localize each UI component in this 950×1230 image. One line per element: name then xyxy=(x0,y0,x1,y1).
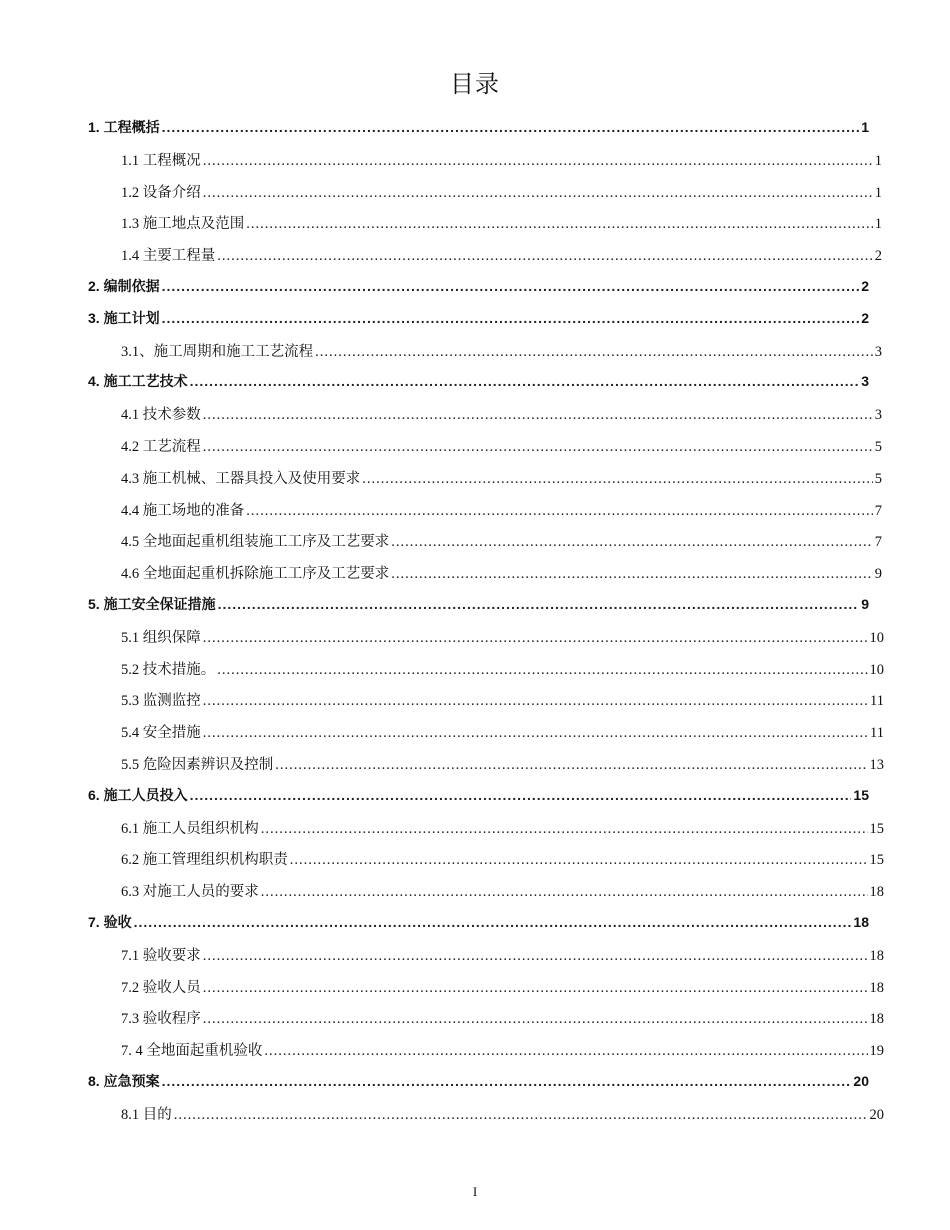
toc-dot-leader xyxy=(162,278,860,294)
toc-entry-label: 4. 施工工艺技术 xyxy=(88,373,188,389)
toc-entry-page: 2 xyxy=(874,248,882,264)
toc-dot-leader xyxy=(391,566,873,583)
toc-entry-page: 2 xyxy=(861,278,869,294)
toc-entry-label: 6. 施工人员投入 xyxy=(88,787,188,803)
toc-entry-page: 18 xyxy=(869,884,884,900)
toc-section-entry[interactable] xyxy=(121,1007,884,1028)
toc-entry-page: 5 xyxy=(874,471,882,487)
toc-entry-page: 18 xyxy=(869,1011,884,1027)
toc-section-entry[interactable] xyxy=(121,658,884,679)
toc-section-entry[interactable] xyxy=(121,403,882,424)
toc-entry-label: 4.4 施工场地的准备 xyxy=(121,503,245,519)
toc-entry-label: 4.6 全地面起重机拆除施工工序及工艺要求 xyxy=(121,566,390,582)
toc-section-entry[interactable] xyxy=(121,467,882,488)
toc-entry-label: 1. 工程概括 xyxy=(88,119,160,135)
toc-dot-leader xyxy=(174,1107,868,1124)
toc-dot-leader xyxy=(203,693,868,710)
toc-dot-leader xyxy=(264,1043,867,1060)
toc-dot-leader xyxy=(203,439,873,456)
toc-chapter-entry[interactable] xyxy=(88,912,869,932)
toc-dot-leader xyxy=(162,310,860,326)
toc-entry-page: 3 xyxy=(874,344,882,360)
toc-entry-label: 5.1 组织保障 xyxy=(121,630,201,646)
toc-section-entry[interactable] xyxy=(121,689,884,710)
toc-section-entry[interactable] xyxy=(121,1039,884,1060)
toc-entry-label: 5.2 技术措施。 xyxy=(121,662,216,678)
toc-entry-label: 5.3 监测监控 xyxy=(121,693,201,709)
toc-dot-leader xyxy=(315,344,873,361)
toc-entry-label: 6.2 施工管理组织机构职责 xyxy=(121,852,288,868)
toc-chapter-entry[interactable] xyxy=(88,117,869,137)
toc-entry-label: 1.2 设备介绍 xyxy=(121,185,201,201)
toc-entry-label: 6.1 施工人员组织机构 xyxy=(121,821,259,837)
toc-dot-leader xyxy=(218,596,860,612)
toc-dot-leader xyxy=(391,534,873,551)
toc-entry-page: 1 xyxy=(874,216,882,232)
toc-dot-leader xyxy=(362,471,873,488)
toc-entry-label: 4.1 技术参数 xyxy=(121,407,201,423)
toc-entry-page: 7 xyxy=(874,503,882,519)
toc-dot-leader xyxy=(162,1073,852,1089)
toc-entry-label: 3.1、施工周期和施工工艺流程 xyxy=(121,344,314,360)
toc-entry-page: 13 xyxy=(869,757,884,773)
toc-chapter-entry[interactable] xyxy=(88,1071,869,1091)
toc-dot-leader xyxy=(275,757,867,774)
toc-entry-label: 5. 施工安全保证措施 xyxy=(88,596,216,612)
toc-entry-page: 20 xyxy=(869,1107,884,1123)
toc-section-entry[interactable] xyxy=(121,976,884,997)
toc-entry-label: 4.5 全地面起重机组装施工工序及工艺要求 xyxy=(121,534,390,550)
toc-chapter-entry[interactable] xyxy=(88,371,869,391)
toc-dot-leader xyxy=(261,821,868,838)
toc-dot-leader xyxy=(217,248,873,265)
toc-entry-label: 5.5 危险因素辨识及控制 xyxy=(121,757,274,773)
toc-dot-leader xyxy=(246,216,873,233)
toc-section-entry[interactable] xyxy=(121,530,882,551)
toc-dot-leader xyxy=(162,119,860,135)
toc-entry-label: 8.1 目的 xyxy=(121,1107,172,1123)
toc-dot-leader xyxy=(190,787,852,803)
toc-section-entry[interactable] xyxy=(121,212,882,233)
toc-entry-label: 3. 施工计划 xyxy=(88,310,160,326)
toc-entry-label: 7. 验收 xyxy=(88,914,132,930)
toc-dot-leader xyxy=(203,407,873,424)
toc-dot-leader xyxy=(203,725,868,742)
toc-section-entry[interactable] xyxy=(121,753,884,774)
toc-entry-page: 18 xyxy=(869,980,884,996)
page-title: 目录 xyxy=(450,72,500,98)
toc-dot-leader xyxy=(203,185,873,202)
toc-entry-page: 19 xyxy=(869,1043,884,1059)
toc-entry-label: 8. 应急预案 xyxy=(88,1073,160,1089)
toc-entry-page: 15 xyxy=(869,852,884,868)
toc-section-entry[interactable] xyxy=(121,340,882,361)
toc-entry-page: 5 xyxy=(874,439,882,455)
toc-chapter-entry[interactable] xyxy=(88,308,869,328)
page-number: I xyxy=(472,1184,478,1199)
toc-dot-leader xyxy=(203,630,868,647)
toc-entry-label: 4.2 工艺流程 xyxy=(121,439,201,455)
toc-entry-page: 10 xyxy=(869,630,884,646)
toc-dot-leader xyxy=(290,852,868,869)
toc-section-entry[interactable] xyxy=(121,499,882,520)
toc-entry-label: 2. 编制依据 xyxy=(88,278,160,294)
toc-section-entry[interactable] xyxy=(121,721,884,742)
toc-dot-leader xyxy=(217,662,867,679)
toc-chapter-entry[interactable] xyxy=(88,785,869,805)
toc-dot-leader xyxy=(246,503,873,520)
toc-section-entry[interactable] xyxy=(121,626,884,647)
toc-dot-leader xyxy=(134,914,852,930)
toc-entry-page: 9 xyxy=(874,566,882,582)
toc-dot-leader xyxy=(203,153,873,170)
toc-entry-page: 18 xyxy=(869,948,884,964)
toc-section-entry[interactable] xyxy=(121,244,882,265)
toc-dot-leader xyxy=(261,884,868,901)
toc-entry-page: 1 xyxy=(874,153,882,169)
toc-entry-page: 7 xyxy=(874,534,882,550)
toc-entry-page: 3 xyxy=(874,407,882,423)
toc-entry-label: 1.4 主要工程量 xyxy=(121,248,216,264)
toc-section-entry[interactable] xyxy=(121,1103,884,1124)
toc-entry-label: 5.4 安全措施 xyxy=(121,725,201,741)
toc-entry-label: 7.1 验收要求 xyxy=(121,948,201,964)
toc-entry-label: 4.3 施工机械、工器具投入及使用要求 xyxy=(121,471,361,487)
toc-entry-label: 1.1 工程概况 xyxy=(121,153,201,169)
toc-entry-page: 2 xyxy=(861,310,869,326)
toc-dot-leader xyxy=(203,1011,868,1028)
toc-entry-label: 7.2 验收人员 xyxy=(121,980,201,996)
toc-chapter-entry[interactable] xyxy=(88,594,869,614)
toc-entry-label: 6.3 对施工人员的要求 xyxy=(121,884,259,900)
toc-entry-page: 10 xyxy=(869,662,884,678)
toc-section-entry[interactable] xyxy=(121,562,882,583)
toc-section-entry[interactable] xyxy=(121,149,882,170)
toc-entry-label: 7.3 验收程序 xyxy=(121,1011,201,1027)
toc-dot-leader xyxy=(203,948,868,965)
toc-entry-page: 9 xyxy=(861,596,869,612)
toc-entry-page: 11 xyxy=(870,725,884,741)
toc-section-entry[interactable] xyxy=(121,181,882,202)
toc-section-entry[interactable] xyxy=(121,880,884,901)
toc-entry-page: 1 xyxy=(861,119,869,135)
toc-entry-page: 1 xyxy=(874,185,882,201)
toc-section-entry[interactable] xyxy=(121,848,884,869)
toc-section-entry[interactable] xyxy=(121,817,884,838)
toc-entry-page: 11 xyxy=(870,693,884,709)
toc-entry-page: 15 xyxy=(853,787,869,803)
toc-chapter-entry[interactable] xyxy=(88,276,869,296)
toc-section-entry[interactable] xyxy=(121,944,884,965)
toc-entry-label: 1.3 施工地点及范围 xyxy=(121,216,245,232)
toc-section-entry[interactable] xyxy=(121,435,882,456)
toc-entry-label: 7. 4 全地面起重机验收 xyxy=(121,1043,263,1059)
toc-entry-page: 15 xyxy=(869,821,884,837)
toc-dot-leader xyxy=(203,980,868,997)
toc-entry-page: 3 xyxy=(861,373,869,389)
toc-dot-leader xyxy=(190,373,860,389)
toc-entry-page: 18 xyxy=(853,914,869,930)
toc-entry-page: 20 xyxy=(853,1073,869,1089)
